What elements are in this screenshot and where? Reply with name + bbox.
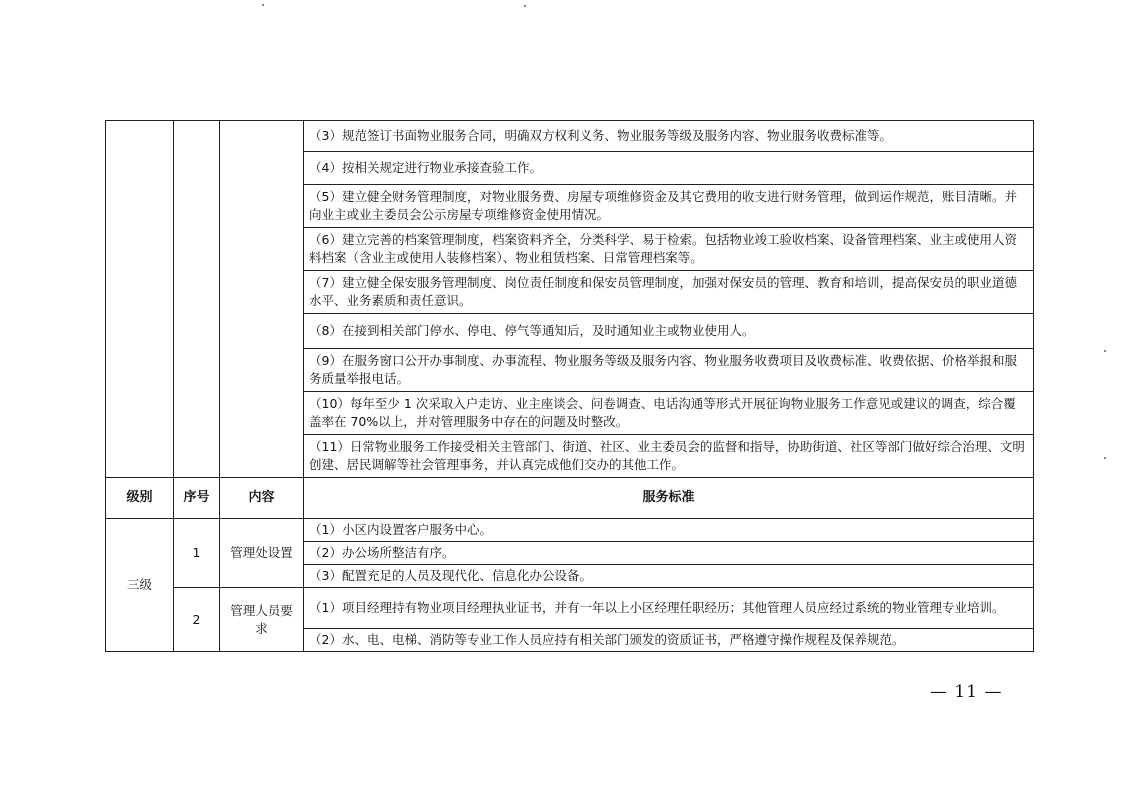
standard-item: （1）小区内设置客户服务中心。 xyxy=(304,519,1034,542)
header-content: 内容 xyxy=(220,478,304,519)
table-header-row xyxy=(106,478,1034,519)
number-cell-empty xyxy=(174,121,220,478)
standard-item: （8）在接到相关部门停水、停电、停气等通知后，及时通知业主或物业使用人。 xyxy=(304,314,1034,349)
standard-item: （7）建立健全保安服务管理制度、岗位责任制度和保安员管理制度，加强对保安员的管理、教育和培训，提高保安员的职业道德水平、业务素质和责任意识。 xyxy=(304,271,1034,314)
content-cell-empty xyxy=(220,121,304,478)
header-level: 级别 xyxy=(106,478,174,519)
scan-speck xyxy=(1104,457,1106,459)
table-row xyxy=(106,588,1034,629)
table-row xyxy=(106,121,1034,152)
standard-item: （5）建立健全财务管理制度，对物业服务费、房屋专项维修资金及其它费用的收支进行财务管理，做到运作规范，账目清晰。并向业主或业主委员会公示房屋专项维修资金使用情况。 xyxy=(304,185,1034,228)
scan-speck xyxy=(1104,350,1106,352)
standard-item: （10）每年至少 1 次采取入户走访、业主座谈会、问卷调查、电话沟通等形式开展征询物业服务工作意见或建议的调查，综合覆盖率在 70%以上，并对管理服务中存在的问题及时整改。 xyxy=(304,392,1034,435)
page-number: — 11 — xyxy=(930,682,1003,702)
level-cell: 三级 xyxy=(106,519,174,652)
standard-item: （11）日常物业服务工作接受相关主管部门、街道、社区、业主委员会的监督和指导，协助街道、社区等部门做好综合治理、文明创建、居民调解等社会管理事务，并认真完成他们交办的其他工作。 xyxy=(304,435,1034,478)
number-cell: 2 xyxy=(174,588,220,652)
header-standard: 服务标准 xyxy=(304,478,1034,519)
number-cell: 1 xyxy=(174,519,220,588)
standard-item: （2）水、电、电梯、消防等专业工作人员应持有相关部门颁发的资质证书，严格遵守操作规程及保养规范。 xyxy=(304,629,1034,652)
content-cell: 管理处设置 xyxy=(220,519,304,588)
header-number: 序号 xyxy=(174,478,220,519)
standard-item: （4）按相关规定进行物业承接查验工作。 xyxy=(304,152,1034,185)
standard-item: （6）建立完善的档案管理制度，档案资料齐全，分类科学、易于检索。包括物业竣工验收档案、设备管理档案、业主或使用人资料档案（含业主或使用人装修档案）、物业租赁档案、日常管理档案等。 xyxy=(304,228,1034,271)
service-standard-table xyxy=(105,120,1034,652)
scan-speck xyxy=(524,5,526,7)
standard-item: （9）在服务窗口公开办事制度、办事流程、物业服务等级及服务内容、物业服务收费项目及收费标准、收费依据、价格举报和服务质量举报电话。 xyxy=(304,349,1034,392)
standard-item: （3）配置充足的人员及现代化、信息化办公设备。 xyxy=(304,565,1034,588)
table-row xyxy=(106,519,1034,542)
standard-item: （2）办公场所整洁有序。 xyxy=(304,542,1034,565)
standard-item: （3）规范签订书面物业服务合同，明确双方权利义务、物业服务等级及服务内容、物业服务收费标准等。 xyxy=(304,121,1034,152)
content-cell: 管理人员要求 xyxy=(220,588,304,652)
level-cell-empty xyxy=(106,121,174,478)
scan-speck xyxy=(262,4,264,6)
standard-item: （1）项目经理持有物业项目经理执业证书，并有一年以上小区经理任职经历；其他管理人员应经过系统的物业管理专业培训。 xyxy=(304,588,1034,629)
